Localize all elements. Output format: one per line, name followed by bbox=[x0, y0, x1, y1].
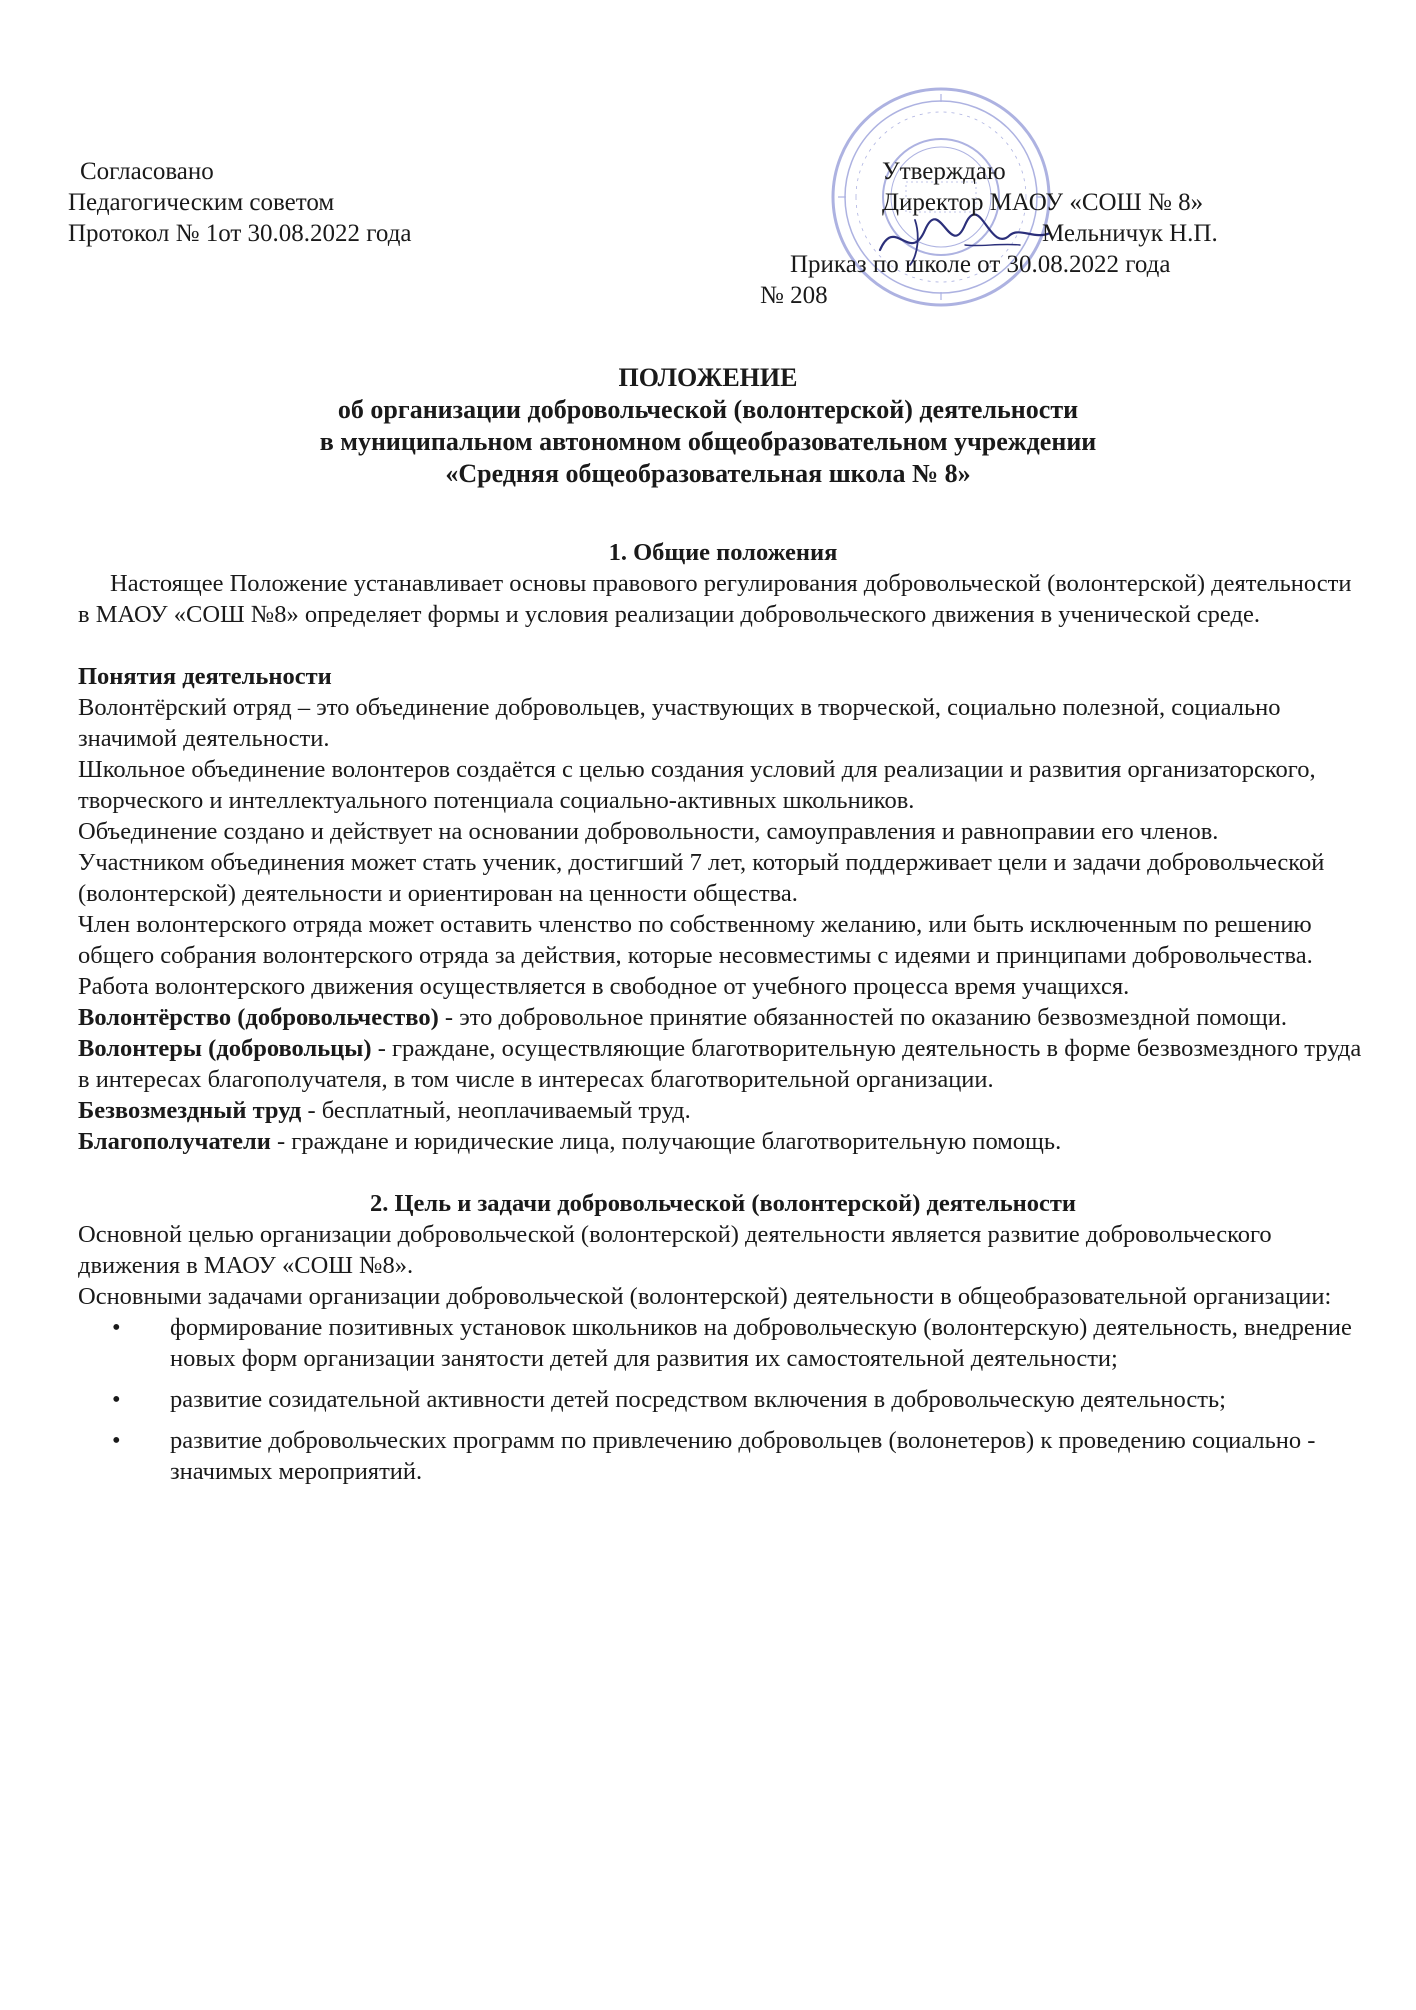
section-1-intro: Настоящее Положение устанавливает основы правового регулирования добровольческой (волонтерской) деятельности в МАОУ «СОШ №8» определяет формы и условия реализации добровольческого движения в ученической среде. bbox=[78, 570, 1352, 628]
document-title bbox=[0, 362, 1416, 490]
section-1-heading: 1. Общие положения bbox=[608, 539, 838, 566]
spacer bbox=[78, 1157, 1368, 1188]
list-item-text: формирование позитивных установок школьников на добровольческую (волонтерскую) деятельность, внедрение новых форм организации занятости детей для развития их самостоятельной деятельности; bbox=[170, 1314, 1352, 1372]
concepts-paragraph-6: Работа волонтерского движения осуществляется в свободное от учебного процесса время учащихся. bbox=[78, 973, 1130, 1000]
list-item bbox=[112, 1425, 1368, 1487]
concepts-paragraph-5: Член волонтерского отряда может оставить членство по собственному желанию, или быть исключенным по решению общего собрания волонтерского отряда за действия, которые несовместимы с идеями и принципами добровольчества. bbox=[78, 911, 1313, 969]
definition-volunteers bbox=[78, 1033, 1368, 1095]
approved-title: Утверждаю bbox=[882, 158, 1006, 185]
bullet-icon: • bbox=[112, 1427, 121, 1454]
definition-text: - бесплатный, неоплачиваемый труд. bbox=[301, 1097, 691, 1124]
list-item bbox=[112, 1384, 1368, 1415]
approved-order-number: № 208 bbox=[760, 282, 828, 309]
definition-term: Волонтеры (добровольцы) bbox=[78, 1035, 372, 1062]
definition-beneficiaries bbox=[78, 1126, 1368, 1157]
document-body bbox=[78, 537, 1368, 1497]
concepts-paragraph-3: Объединение создано и действует на основании добровольности, самоуправления и равноправии его членов. bbox=[78, 818, 1219, 845]
tasks-list bbox=[78, 1312, 1368, 1487]
list-item-text: развитие добровольческих программ по привлечению добровольцев (волонетеров) к проведению социально - значимых мероприятий. bbox=[170, 1427, 1316, 1485]
definition-term: Волонтёрство (добровольчество) bbox=[78, 1004, 439, 1031]
title-line-4: «Средняя общеобразовательная школа № 8» bbox=[445, 459, 971, 488]
bullet-icon: • bbox=[112, 1386, 121, 1413]
section-2-paragraph-1: Основной целью организации добровольческой (волонтерской) деятельности является развитие добровольческого движения в МАОУ «СОШ №8». bbox=[78, 1221, 1272, 1279]
approved-order: Приказ по школе от 30.08.2022 года bbox=[790, 251, 1171, 278]
approval-protocol: Протокол № 1от 30.08.2022 года bbox=[68, 220, 412, 247]
concepts-paragraph-2: Школьное объединение волонтеров создаётся с целью создания условий для реализации и развития организаторского, творческого и интеллектуального потенциала социально-активных школьников. bbox=[78, 756, 1316, 814]
approved-name: Мельничук Н.П. bbox=[1042, 220, 1218, 247]
title-line-1: ПОЛОЖЕНИЕ bbox=[618, 363, 798, 392]
definition-free-labor bbox=[78, 1095, 1368, 1126]
definition-text: - граждане и юридические лица, получающие благотворительную помощь. bbox=[270, 1128, 1062, 1155]
definition-text: - граждане, осуществляющие благотворительную деятельность в форме безвозмездного труда в интересах благополучателя, в том числе в интересах благотворительной организации. bbox=[78, 1035, 1362, 1093]
concepts-heading-text: Понятия деятельности bbox=[78, 663, 332, 690]
list-item-text: развитие созидательной активности детей посредством включения в добровольческую деятельность; bbox=[170, 1386, 1226, 1413]
section-2-heading: 2. Цель и задачи добровольческой (волонтерской) деятельности bbox=[369, 1190, 1077, 1217]
title-line-2: об организации добровольческой (волонтерской) деятельности bbox=[337, 395, 1079, 424]
section-2-paragraph-2: Основными задачами организации добровольческой (волонтерской) деятельности в общеобразовательной организации: bbox=[78, 1283, 1332, 1310]
approval-title: Согласовано bbox=[80, 158, 214, 185]
approval-block bbox=[68, 156, 412, 249]
title-line-3: в муниципальном автономном общеобразовательном учреждении bbox=[319, 427, 1097, 456]
approval-body: Педагогическим советом bbox=[68, 189, 335, 216]
definition-text: - это добровольное принятие обязанностей по оказанию безвозмездной помощи. bbox=[438, 1004, 1287, 1031]
approved-block bbox=[760, 156, 1280, 311]
spacer bbox=[78, 630, 1368, 661]
concepts-paragraph-1: Волонтёрский отряд – это объединение добровольцев, участвующих в творческой, социально полезной, социально значимой деятельности. bbox=[78, 694, 1281, 752]
concepts-heading bbox=[78, 661, 1368, 692]
bullet-icon: • bbox=[112, 1314, 121, 1341]
approved-director: Директор МАОУ «СОШ № 8» bbox=[882, 189, 1204, 216]
definition-term: Безвозмездный труд bbox=[78, 1097, 302, 1124]
concepts-paragraph-4: Участником объединения может стать ученик, достигший 7 лет, который поддерживает цели и задачи добровольческой (волонтерской) деятельности и ориентирован на ценности общества. bbox=[78, 849, 1325, 907]
definition-term: Благополучатели bbox=[78, 1128, 271, 1155]
list-item bbox=[112, 1312, 1368, 1374]
definition-volunteering bbox=[78, 1002, 1368, 1033]
